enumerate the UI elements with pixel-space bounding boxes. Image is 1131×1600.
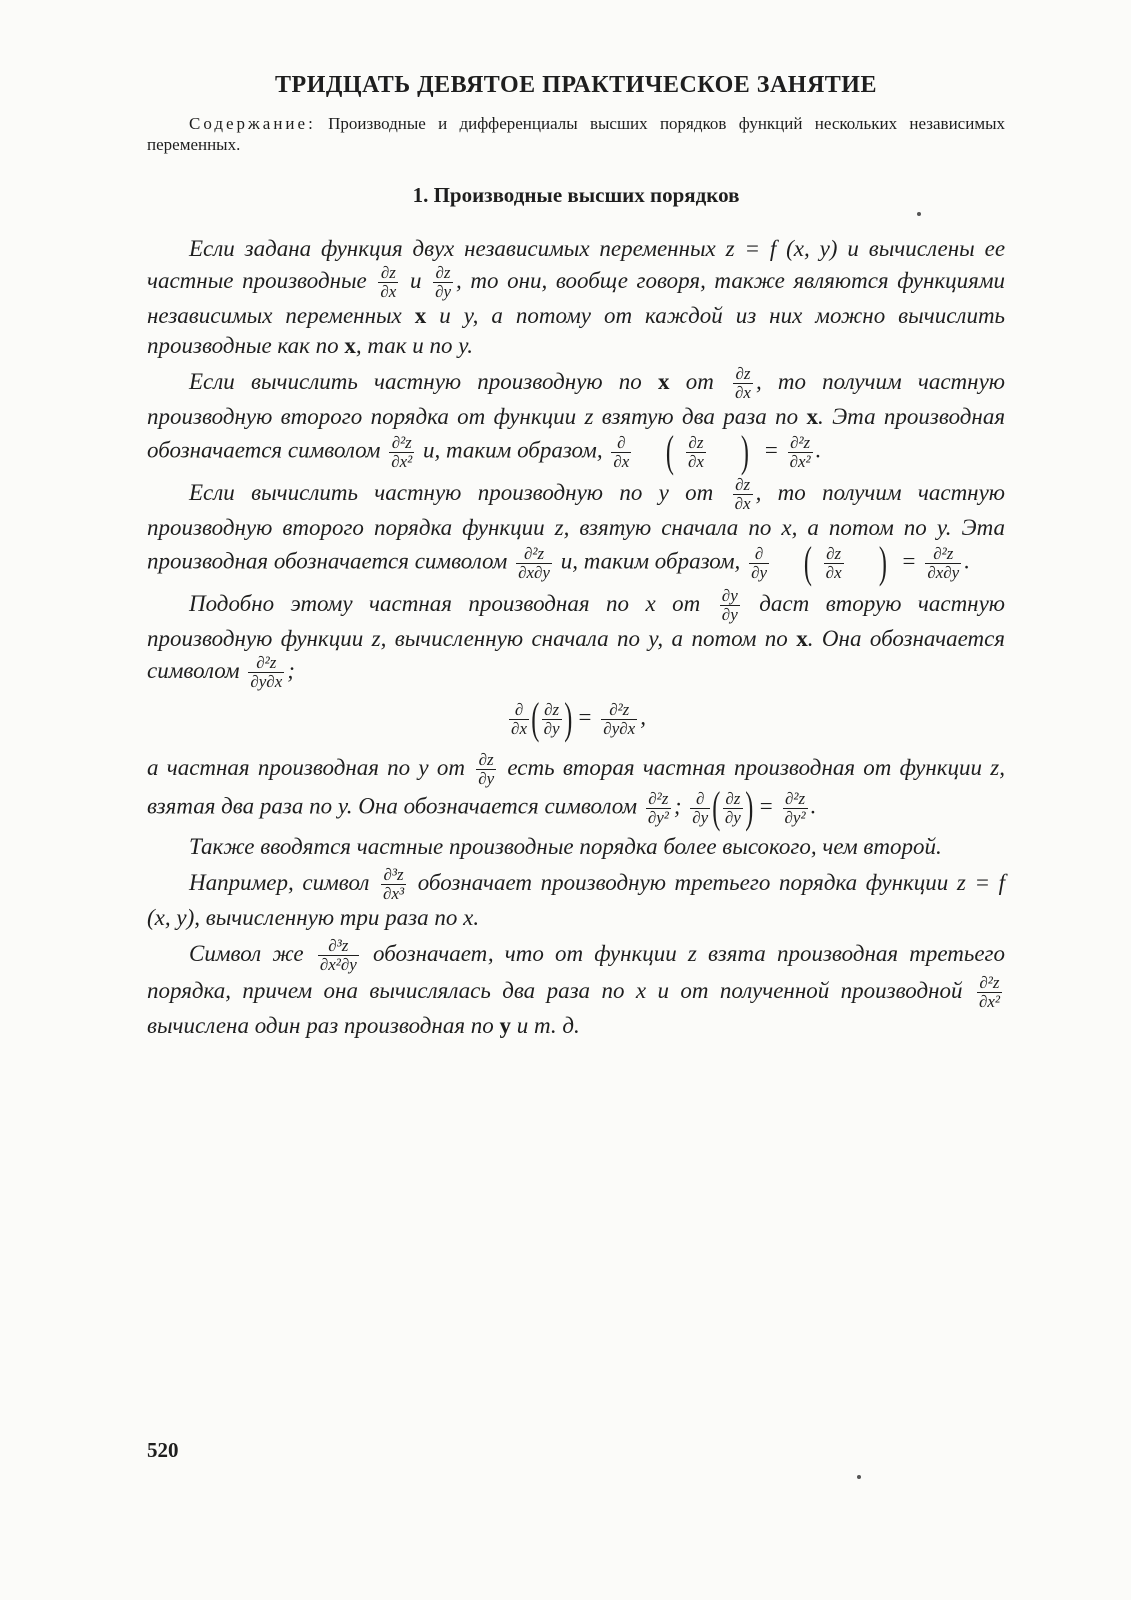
paragraph-7 bbox=[147, 866, 1005, 933]
fraction bbox=[723, 790, 743, 827]
fraction bbox=[601, 701, 637, 738]
left-paren: ( bbox=[531, 694, 540, 743]
scan-speck bbox=[917, 212, 921, 216]
numerator: ∂z bbox=[378, 264, 398, 283]
text: а частная производная по y от bbox=[147, 754, 465, 780]
right-paren: ) bbox=[745, 783, 754, 832]
fraction bbox=[690, 790, 710, 827]
fraction bbox=[378, 264, 398, 301]
equals-sign: = bbox=[763, 437, 779, 463]
numerator: ∂z bbox=[476, 751, 496, 770]
text: вычислена один раз производная по bbox=[147, 1013, 494, 1038]
numerator: ∂²z bbox=[646, 790, 671, 809]
numerator: ∂²z bbox=[389, 434, 414, 453]
text: обозначает, что от функции z взята производная третьего порядка, причем она вычислялась два раза по x и от полученной производной bbox=[147, 940, 1006, 1003]
denominator: ∂y bbox=[751, 562, 768, 582]
denominator: ∂x² bbox=[391, 451, 413, 471]
denominator: ∂x² bbox=[978, 992, 1000, 1011]
scan-speck bbox=[857, 1475, 861, 1479]
equals-sign: = bbox=[901, 548, 917, 574]
text: , то получим частную производную второго порядка от функции z взятую два раза по bbox=[147, 368, 1005, 429]
text: ; bbox=[673, 793, 682, 819]
denominator: ∂x∂y bbox=[518, 562, 550, 582]
paragraph-5 bbox=[147, 750, 1005, 832]
fraction bbox=[733, 476, 753, 513]
text: и, таким образом, bbox=[423, 437, 603, 463]
left-paren: ( bbox=[803, 538, 812, 587]
denominator: ∂y bbox=[721, 605, 738, 624]
denominator: ∂y bbox=[724, 807, 741, 827]
denominator: ∂y bbox=[435, 282, 452, 301]
text: обозначает производную третьего порядка функции z = f (x, y), вычисленную три раза по x. bbox=[147, 869, 1005, 930]
denominator: ∂x³ bbox=[383, 884, 405, 903]
numerator: ∂z bbox=[723, 790, 743, 809]
denominator: ∂x² bbox=[789, 451, 811, 471]
denominator: ∂x bbox=[380, 282, 397, 301]
variable: y bbox=[458, 333, 468, 358]
text: . bbox=[467, 333, 473, 358]
fraction bbox=[389, 434, 414, 471]
numerator: ∂ bbox=[749, 545, 769, 564]
numerator: ∂z bbox=[686, 434, 706, 453]
denominator: ∂y bbox=[543, 718, 560, 738]
variable: x bbox=[796, 626, 808, 651]
variable: x bbox=[806, 404, 818, 429]
denominator: ∂x bbox=[734, 494, 751, 513]
text: , то они, вообще говоря, также являются функциями независимых переменных bbox=[147, 267, 1006, 328]
denominator: ∂x²∂y bbox=[319, 955, 357, 974]
text: . Она обозначается символом bbox=[147, 626, 1005, 683]
numerator: ∂²z bbox=[788, 434, 813, 453]
denominator: ∂x bbox=[511, 718, 527, 738]
numerator: ∂²z bbox=[248, 654, 284, 673]
text: Если вычислить частную производную по bbox=[189, 368, 642, 394]
text: даст вторую частную производную функции z, вычисленную сначала по y, а потом по bbox=[147, 590, 1006, 651]
contents-summary bbox=[147, 113, 1005, 155]
fraction bbox=[318, 937, 359, 974]
fraction bbox=[509, 701, 529, 738]
fraction bbox=[788, 434, 813, 471]
text: Подобно этому частная производная по x от bbox=[189, 590, 701, 616]
denominator: ∂y∂x bbox=[603, 718, 636, 738]
text: , то получим частную производную второго порядка функции z, взятую сначала по x, а потом по y. Эта производная обозначается символом bbox=[147, 479, 1006, 574]
fraction bbox=[686, 434, 706, 471]
fraction bbox=[542, 701, 562, 738]
text: . bbox=[815, 437, 822, 463]
numerator: ∂²z bbox=[516, 545, 552, 564]
section-heading: 1. Производные высших порядков bbox=[412, 183, 740, 207]
numerator: ∂z bbox=[733, 476, 753, 495]
text: Если задана функция двух независимых переменных bbox=[189, 236, 716, 261]
equals-sign: = bbox=[758, 793, 774, 819]
text: есть вторая частная производная от функции z, взятая два раза по y. Она обозначается символом bbox=[147, 754, 1005, 819]
equals-sign: = bbox=[577, 704, 593, 730]
numerator: ∂²z bbox=[977, 974, 1002, 993]
fraction bbox=[783, 790, 808, 827]
text: и вычислены ее частные производные bbox=[147, 236, 1006, 293]
fraction bbox=[516, 545, 552, 582]
denominator: ∂x bbox=[613, 451, 630, 471]
numerator: ∂ bbox=[611, 434, 631, 453]
fraction bbox=[977, 974, 1002, 1011]
denominator: ∂y bbox=[478, 769, 495, 788]
denominator: ∂x bbox=[687, 451, 704, 471]
numerator: ∂²z bbox=[783, 790, 808, 809]
paragraph-6: Также вводятся частные производные порядка более высокого, чем второй. bbox=[189, 834, 942, 859]
fraction bbox=[248, 654, 284, 691]
text: . bbox=[964, 548, 970, 574]
text: и т. д. bbox=[516, 1013, 580, 1038]
fraction bbox=[749, 545, 769, 582]
text: Если вычислить частную производную по y от bbox=[189, 479, 714, 505]
paragraph-4 bbox=[147, 587, 1005, 691]
paragraph-2 bbox=[147, 364, 1006, 476]
fraction bbox=[733, 365, 753, 402]
denominator: ∂x bbox=[735, 383, 751, 402]
numerator: ∂²z bbox=[925, 545, 961, 564]
numerator: ∂ bbox=[509, 701, 529, 720]
paragraph-8 bbox=[147, 937, 1005, 1041]
denominator: ∂x bbox=[825, 562, 842, 582]
text: и, таким образом, bbox=[560, 548, 741, 574]
page-title: ТРИДЦАТЬ ДЕВЯТОЕ ПРАКТИЧЕСКОЕ ЗАНЯТИЕ bbox=[275, 72, 877, 98]
numerator: ∂z bbox=[433, 264, 453, 283]
text: . Эта производная обозначается символом bbox=[147, 404, 1006, 463]
text: , так и по bbox=[355, 333, 453, 358]
variable: x bbox=[658, 368, 670, 394]
numerator: ∂z bbox=[733, 365, 753, 384]
denominator: ∂y² bbox=[647, 807, 669, 827]
fraction bbox=[925, 545, 961, 582]
contents-text: Производные и дифференциалы высших порядков функций нескольких независимых переменных. bbox=[147, 114, 1005, 154]
page-number: 520 bbox=[147, 1438, 179, 1462]
fraction bbox=[646, 790, 671, 827]
paragraph-3 bbox=[147, 475, 1006, 587]
fraction bbox=[433, 264, 453, 301]
text: ; bbox=[287, 657, 295, 683]
numerator: ∂z bbox=[542, 701, 562, 720]
text: Символ же bbox=[189, 940, 304, 966]
text: Например, символ bbox=[189, 869, 370, 895]
fraction bbox=[476, 751, 496, 788]
numerator: ∂z bbox=[824, 545, 844, 564]
variable: x bbox=[414, 303, 427, 328]
numerator: ∂ bbox=[690, 790, 710, 809]
formula: z = f (x, y) bbox=[725, 236, 838, 261]
fraction bbox=[824, 545, 844, 582]
denominator: ∂y∂x bbox=[250, 672, 283, 691]
numerator: ∂²z bbox=[601, 701, 637, 720]
denominator: ∂y bbox=[692, 807, 709, 827]
text: и y, а потому от каждой из них можно вычислить производные как по bbox=[147, 303, 1006, 358]
text: , bbox=[640, 704, 646, 730]
variable: y bbox=[499, 1013, 512, 1038]
fraction bbox=[611, 434, 631, 471]
text: и bbox=[409, 267, 422, 293]
contents-label: Содержание: bbox=[189, 114, 316, 133]
text: от bbox=[685, 368, 714, 394]
fraction bbox=[720, 587, 740, 624]
right-paren: ) bbox=[740, 427, 749, 476]
left-paren: ( bbox=[712, 783, 721, 832]
numerator: ∂³z bbox=[318, 937, 359, 956]
document-page bbox=[147, 60, 1005, 1580]
denominator: ∂y² bbox=[784, 807, 806, 827]
numerator: ∂y bbox=[721, 586, 738, 605]
display-equation bbox=[147, 694, 1005, 743]
right-paren: ) bbox=[563, 694, 572, 743]
fraction bbox=[381, 866, 406, 903]
denominator: ∂x∂y bbox=[927, 562, 960, 582]
variable: x bbox=[344, 333, 356, 358]
right-paren: ) bbox=[878, 538, 887, 587]
numerator: ∂³z bbox=[381, 866, 406, 885]
text: . bbox=[810, 793, 817, 819]
paragraph-1 bbox=[147, 234, 1005, 361]
left-paren: ( bbox=[666, 427, 675, 476]
